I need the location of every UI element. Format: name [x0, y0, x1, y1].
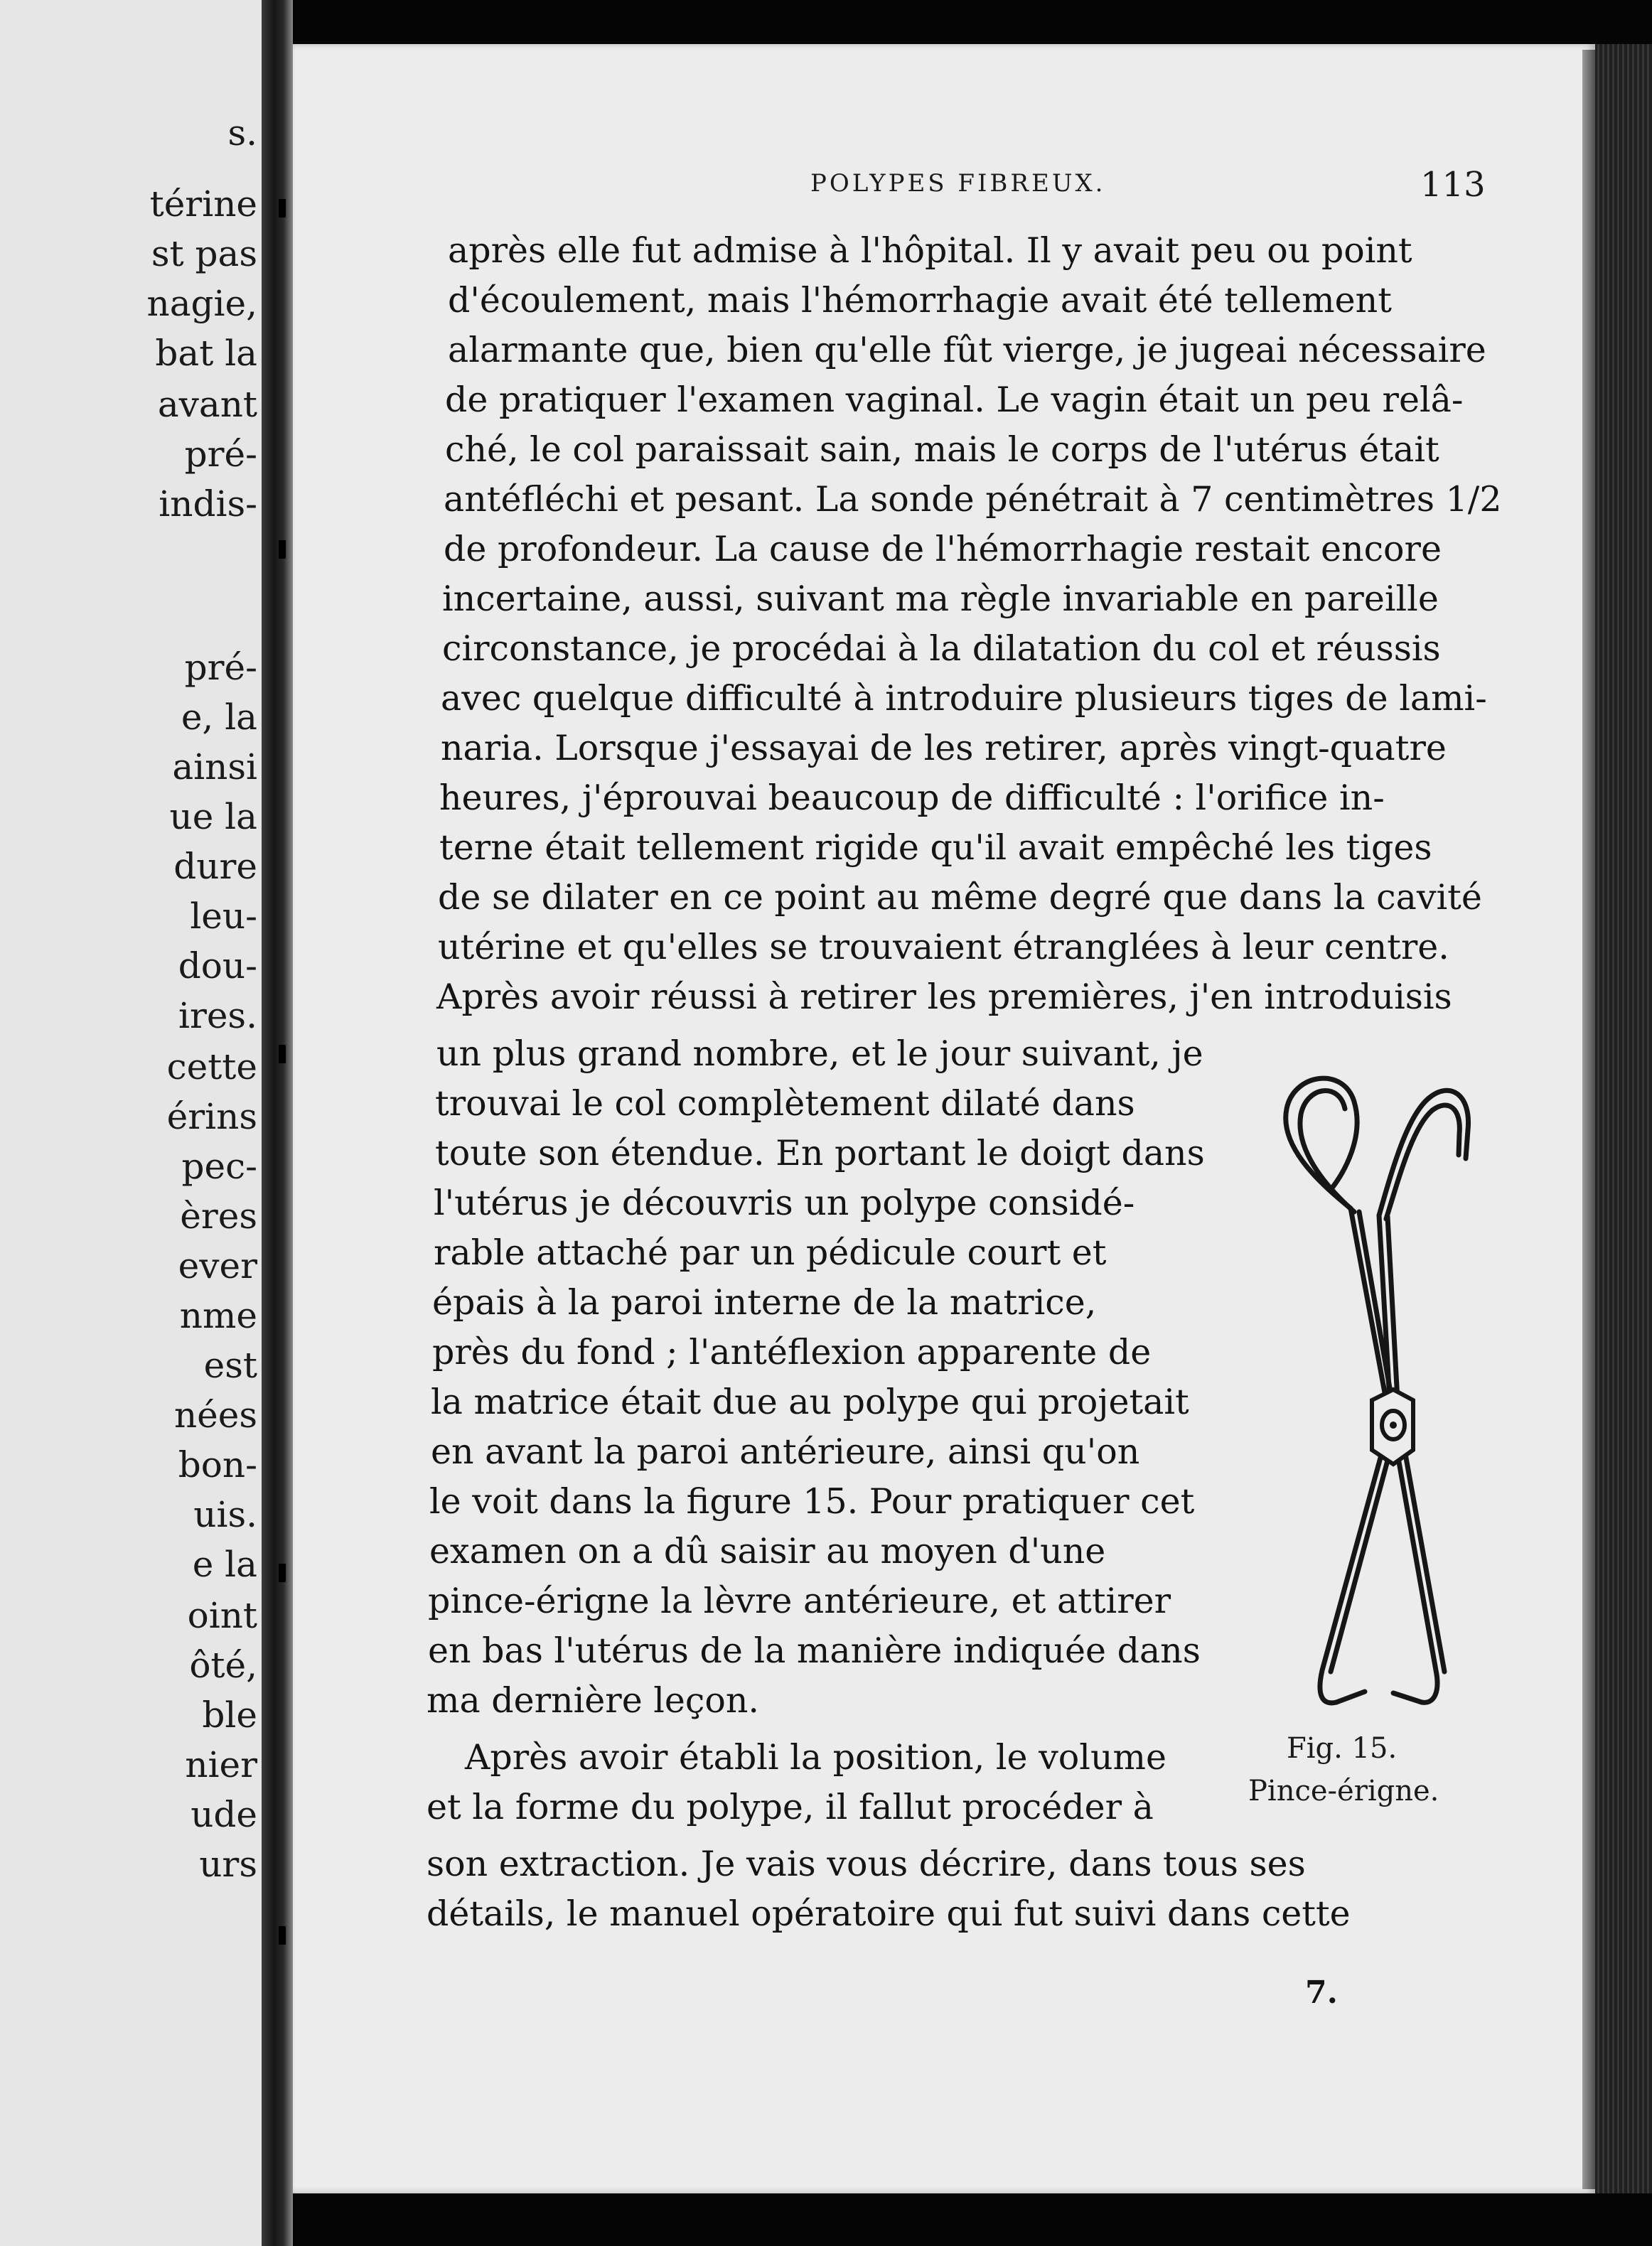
body-line: le voit dans la figure 15. Pour pratiquer cet — [429, 1481, 1195, 1522]
left-fragment: st pas — [151, 233, 257, 274]
left-fragment: oint — [187, 1595, 257, 1636]
binding-stitch — [279, 1926, 286, 1945]
body-line: examen on a dû saisir au moyen d'une — [429, 1531, 1106, 1571]
body-line: d'écoulement, mais l'hémorrhagie avait été tellement — [448, 280, 1392, 321]
body-line: et la forme du polype, il fallut procéder à — [427, 1787, 1154, 1827]
left-fragment: dou- — [178, 945, 257, 987]
left-fragment: avant — [157, 384, 257, 425]
left-fragment: ires. — [178, 995, 257, 1036]
body-line: son extraction. Je vais vous décrire, dans tous ses — [427, 1844, 1306, 1884]
left-fragment: ôté, — [189, 1645, 257, 1686]
left-fragment: nier — [185, 1744, 257, 1785]
left-fragment: ble — [202, 1694, 257, 1736]
body-line: avec quelque difficulté à introduire plusieurs tiges de lami- — [441, 678, 1487, 719]
signature-mark: 7. — [1305, 1974, 1338, 2011]
left-fragment: e la — [192, 1544, 257, 1585]
pince-erigne-illustration — [1265, 1066, 1479, 1727]
figure-caption: Pince-érigne. — [1248, 1775, 1439, 1807]
body-line: en bas l'utérus de la manière indiquée dans — [428, 1630, 1201, 1671]
binding-stitch — [279, 1045, 286, 1063]
body-line: près du fond ; l'antéflexion apparente de — [432, 1332, 1152, 1372]
figure-label: Fig. 15. — [1287, 1732, 1398, 1765]
previous-page-fragment — [0, 0, 262, 2246]
body-line: incertaine, aussi, suivant ma règle invariable en pareille — [442, 579, 1439, 619]
left-fragment: ever — [178, 1245, 257, 1286]
body-line: antéfléchi et pesant. La sonde pénétrait à 7 centimètres 1/2 — [444, 479, 1502, 520]
left-fragment: ue la — [169, 796, 257, 837]
left-fragment: pré- — [184, 647, 257, 688]
left-fragment: cette — [166, 1046, 257, 1087]
left-fragment: indis- — [159, 483, 257, 525]
body-line: détails, le manuel opératoire qui fut suivi dans cette — [427, 1893, 1351, 1934]
body-line: épais à la paroi interne de la matrice, — [432, 1282, 1097, 1323]
left-fragment: ères — [180, 1195, 257, 1237]
binding-stitch — [279, 540, 286, 559]
body-line: ché, le col paraissait sain, mais le corps de l'utérus était — [445, 429, 1439, 470]
body-line: en avant la paroi antérieure, ainsi qu'on — [431, 1431, 1140, 1472]
left-fragment: leu- — [190, 896, 257, 937]
body-line: circonstance, je procédai à la dilatation du col et réussis — [442, 628, 1441, 669]
body-line: rable attaché par un pédicule court et — [434, 1232, 1107, 1273]
running-title: POLYPES FIBREUX. — [810, 169, 1106, 198]
left-fragment: pré- — [184, 434, 257, 475]
body-line: utérine et qu'elles se trouvaient étranglées à leur centre. — [438, 927, 1449, 967]
binding-stitch — [279, 1564, 286, 1582]
body-line: Après avoir réussi à retirer les premières, j'en introduisis — [436, 977, 1452, 1017]
body-line: un plus grand nombre, et le jour suivant, je — [436, 1033, 1203, 1074]
body-line: de profondeur. La cause de l'hémorrhagie restait encore — [444, 529, 1442, 569]
body-line: heures, j'éprouvai beaucoup de difficulté : l'orifice in- — [439, 778, 1385, 818]
body-line: toute son étendue. En portant le doigt dans — [435, 1133, 1205, 1173]
body-line: de pratiquer l'examen vaginal. Le vagin était un peu relâ- — [445, 380, 1464, 420]
body-line: pince-érigne la lèvre antérieure, et attirer — [428, 1581, 1171, 1621]
left-fragment: est — [203, 1345, 257, 1386]
page-number: 113 — [1420, 165, 1486, 205]
body-line: après elle fut admise à l'hôpital. Il y avait peu ou point — [448, 230, 1412, 271]
left-fragment: bon- — [178, 1444, 257, 1485]
body-line: terne était tellement rigide qu'il avait empêché les tiges — [439, 827, 1432, 868]
left-fragment: ainsi — [172, 746, 257, 788]
left-fragment: urs — [199, 1844, 257, 1885]
left-fragment: térine — [149, 183, 257, 225]
binding-stitch — [279, 199, 286, 217]
book-gutter — [262, 0, 293, 2246]
body-line: Après avoir établi la position, le volume — [465, 1737, 1166, 1778]
left-fragment: nées — [173, 1395, 257, 1436]
body-line: de se dilater en ce point au même degré que dans la cavité — [438, 877, 1482, 918]
left-fragment: dure — [173, 846, 257, 887]
left-fragment: érins — [166, 1096, 257, 1137]
body-line: ma dernière leçon. — [427, 1680, 760, 1721]
body-line: alarmante que, bien qu'elle fût vierge, je jugeai nécessaire — [448, 330, 1486, 370]
body-line: l'utérus je découvris un polype considé- — [434, 1183, 1135, 1223]
left-fragment: e, la — [181, 697, 257, 738]
left-fragment: pec- — [181, 1146, 257, 1187]
body-line: trouvai le col complètement dilaté dans — [435, 1083, 1135, 1124]
left-fragment: nme — [179, 1295, 257, 1336]
left-fragment: s. — [227, 112, 257, 154]
left-fragment: ude — [191, 1794, 257, 1835]
left-fragment: nagie, — [146, 283, 257, 324]
body-line: naria. Lorsque j'essayai de les retirer, après vingt-quatre — [441, 728, 1447, 768]
page-stack-edge — [1595, 44, 1652, 2193]
left-fragment: bat la — [155, 333, 257, 374]
body-line: la matrice était due au polype qui projetait — [431, 1382, 1189, 1422]
left-fragment: uis. — [193, 1494, 257, 1535]
